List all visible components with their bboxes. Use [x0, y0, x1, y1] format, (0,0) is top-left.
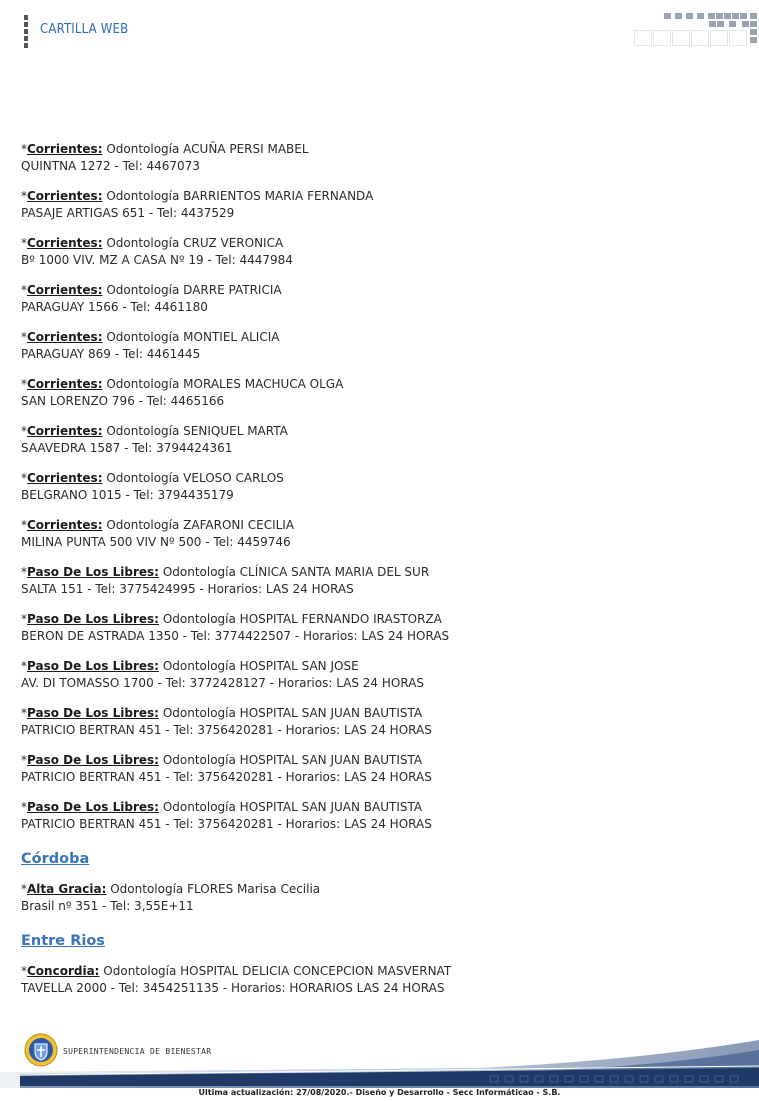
provider-line: *Corrientes: Odontología MONTIEL ALICIA [21, 330, 280, 344]
provider-address: PASAJE ARTIGAS 651 - Tel: 4437529 [21, 206, 235, 220]
city-label: Corrientes: [27, 424, 103, 438]
provider-name: Odontología FLORES Marisa Cecilia [110, 882, 321, 896]
provider-line: *Corrientes: Odontología ZAFARONI CECILIA [21, 518, 295, 532]
city-label: Paso De Los Libres: [27, 800, 159, 814]
provider-line: *Corrientes: Odontología VELOSO CARLOS [21, 471, 284, 485]
provider-name: Odontología VELOSO CARLOS [106, 471, 284, 485]
provider-line: *Paso De Los Libres: Odontología HOSPITAL SAN JUAN BAUTISTA [21, 753, 423, 767]
header-pattern-icon [634, 10, 759, 50]
provider-address: Bº 1000 VIV. MZ A CASA Nº 19 - Tel: 4447984 [21, 253, 293, 267]
city-label: Concordia: [27, 964, 100, 978]
provider-line: *Paso De Los Libres: Odontología HOSPITAL FERNANDO IRASTORZA [21, 612, 442, 626]
provider-address: AV. DI TOMASSO 1700 - Tel: 3772428127 - Horarios: LAS 24 HORAS [21, 676, 425, 690]
provider-name: Odontología HOSPITAL FERNANDO IRASTORZA [162, 612, 442, 626]
provider-name: Odontología BARRIENTOS MARIA FERNANDA [106, 189, 374, 203]
city-label: Corrientes: [27, 189, 103, 203]
provider-name: Odontología ACUÑA PERSI MABEL [106, 142, 309, 156]
provider-name: Odontología CLÍNICA SANTA MARIA DEL SUR [162, 565, 430, 579]
city-label: Paso De Los Libres: [27, 659, 159, 673]
provider-line: *Paso De Los Libres: Odontología CLÍNICA SANTA MARIA DEL SUR [21, 565, 430, 579]
list-item [21, 235, 741, 269]
provider-name: Odontología SENIQUEL MARTA [106, 424, 288, 438]
list-item [21, 658, 741, 692]
province-heading[interactable]: Entre Rios [21, 933, 105, 949]
provider-line: *Corrientes: Odontología DARRE PATRICIA [21, 283, 282, 297]
list-item [21, 517, 741, 551]
provider-address: PARAGUAY 869 - Tel: 4461445 [21, 347, 201, 361]
provider-line: *Corrientes: Odontología SENIQUEL MARTA [21, 424, 288, 438]
list-item [21, 564, 741, 598]
list-item [21, 376, 741, 410]
page-header [0, 0, 759, 60]
provider-line: *Corrientes: Odontología ACUÑA PERSI MABEL [21, 142, 309, 156]
provider-name: Odontología MONTIEL ALICIA [106, 330, 280, 344]
header-bar-icon [24, 15, 28, 47]
footer-wave-icon [0, 1028, 759, 1088]
page-title: CARTILLA WEB [40, 22, 129, 37]
provider-name: Odontología DARRE PATRICIA [106, 283, 282, 297]
provider-line: *Paso De Los Libres: Odontología HOSPITAL SAN JOSE [21, 659, 359, 673]
provider-line: *Paso De Los Libres: Odontología HOSPITAL SAN JUAN BAUTISTA [21, 706, 423, 720]
provider-address: PATRICIO BERTRAN 451 - Tel: 3756420281 - Horarios: LAS 24 HORAS [21, 817, 432, 831]
provider-name: Odontología HOSPITAL SAN JOSE [162, 659, 359, 673]
city-label: Corrientes: [27, 283, 103, 297]
list-item [21, 329, 741, 363]
city-label: Corrientes: [27, 236, 103, 250]
provider-address: BELGRANO 1015 - Tel: 3794435179 [21, 488, 234, 502]
provider-line: *Alta Gracia: Odontología FLORES Marisa Cecilia [21, 882, 321, 896]
list-item [21, 470, 741, 504]
last-updated-note: Ultima actualización: 27/08/2020.- Diseño y Desarrollo - Secc Informáticao - S.B. [198, 1088, 561, 1097]
city-label: Corrientes: [27, 142, 103, 156]
provider-name: Odontología HOSPITAL SAN JUAN BAUTISTA [162, 800, 423, 814]
list-item [21, 881, 741, 915]
list-item [21, 188, 741, 222]
city-label: Paso De Los Libres: [27, 753, 159, 767]
province-heading[interactable]: Córdoba [21, 851, 90, 867]
provider-name: Odontología CRUZ VERONICA [106, 236, 284, 250]
list-item [21, 963, 741, 997]
city-label: Alta Gracia: [27, 882, 107, 896]
list-item [21, 141, 741, 175]
provider-address: Brasil nº 351 - Tel: 3,55E+11 [21, 899, 194, 913]
city-label: Corrientes: [27, 518, 103, 532]
provider-address: PATRICIO BERTRAN 451 - Tel: 3756420281 - Horarios: LAS 24 HORAS [21, 723, 432, 737]
page-footer [0, 1028, 759, 1101]
provider-name: Odontología HOSPITAL SAN JUAN BAUTISTA [162, 753, 423, 767]
city-label: Corrientes: [27, 330, 103, 344]
provider-name: Odontología MORALES MACHUCA OLGA [106, 377, 344, 391]
provider-address: PARAGUAY 1566 - Tel: 4461180 [21, 300, 208, 314]
provider-address: QUINTNA 1272 - Tel: 4467073 [21, 159, 200, 173]
list-item [21, 611, 741, 645]
brand-name: SUPERINTENDENCIA DE BIENESTAR [63, 1047, 212, 1056]
city-label: Paso De Los Libres: [27, 706, 159, 720]
provider-line: *Paso De Los Libres: Odontología HOSPITAL SAN JUAN BAUTISTA [21, 800, 423, 814]
provider-address: SAAVEDRA 1587 - Tel: 3794424361 [21, 441, 233, 455]
provider-address: MILINA PUNTA 500 VIV Nº 500 - Tel: 4459746 [21, 535, 291, 549]
provider-address: BERON DE ASTRADA 1350 - Tel: 3774422507 - Horarios: LAS 24 HORAS [21, 629, 450, 643]
provider-name: Odontología ZAFARONI CECILIA [106, 518, 295, 532]
city-label: Corrientes: [27, 377, 103, 391]
provider-address: SALTA 151 - Tel: 3775424995 - Horarios: LAS 24 HORAS [21, 582, 354, 596]
city-label: Corrientes: [27, 471, 103, 485]
list-item [21, 423, 741, 457]
provider-name: Odontología HOSPITAL DELICIA CONCEPCION MASVERNAT [103, 964, 452, 978]
provider-line: *Concordia: Odontología HOSPITAL DELICIA CONCEPCION MASVERNAT [21, 964, 452, 978]
list-item [21, 752, 741, 786]
provider-name: Odontología HOSPITAL SAN JUAN BAUTISTA [162, 706, 423, 720]
city-label: Paso De Los Libres: [27, 565, 159, 579]
list-item [21, 705, 741, 739]
provider-line: *Corrientes: Odontología BARRIENTOS MARIA FERNANDA [21, 189, 374, 203]
list-item [21, 282, 741, 316]
city-label: Paso De Los Libres: [27, 612, 159, 626]
provider-address: PATRICIO BERTRAN 451 - Tel: 3756420281 - Horarios: LAS 24 HORAS [21, 770, 432, 784]
logo-icon [24, 1033, 58, 1067]
list-item [21, 799, 741, 833]
directory-list [21, 141, 741, 1010]
provider-line: *Corrientes: Odontología MORALES MACHUCA OLGA [21, 377, 344, 391]
provider-address: SAN LORENZO 796 - Tel: 4465166 [21, 394, 225, 408]
provider-address: TAVELLA 2000 - Tel: 3454251135 - Horarios: HORARIOS LAS 24 HORAS [21, 981, 445, 995]
provider-line: *Corrientes: Odontología CRUZ VERONICA [21, 236, 284, 250]
